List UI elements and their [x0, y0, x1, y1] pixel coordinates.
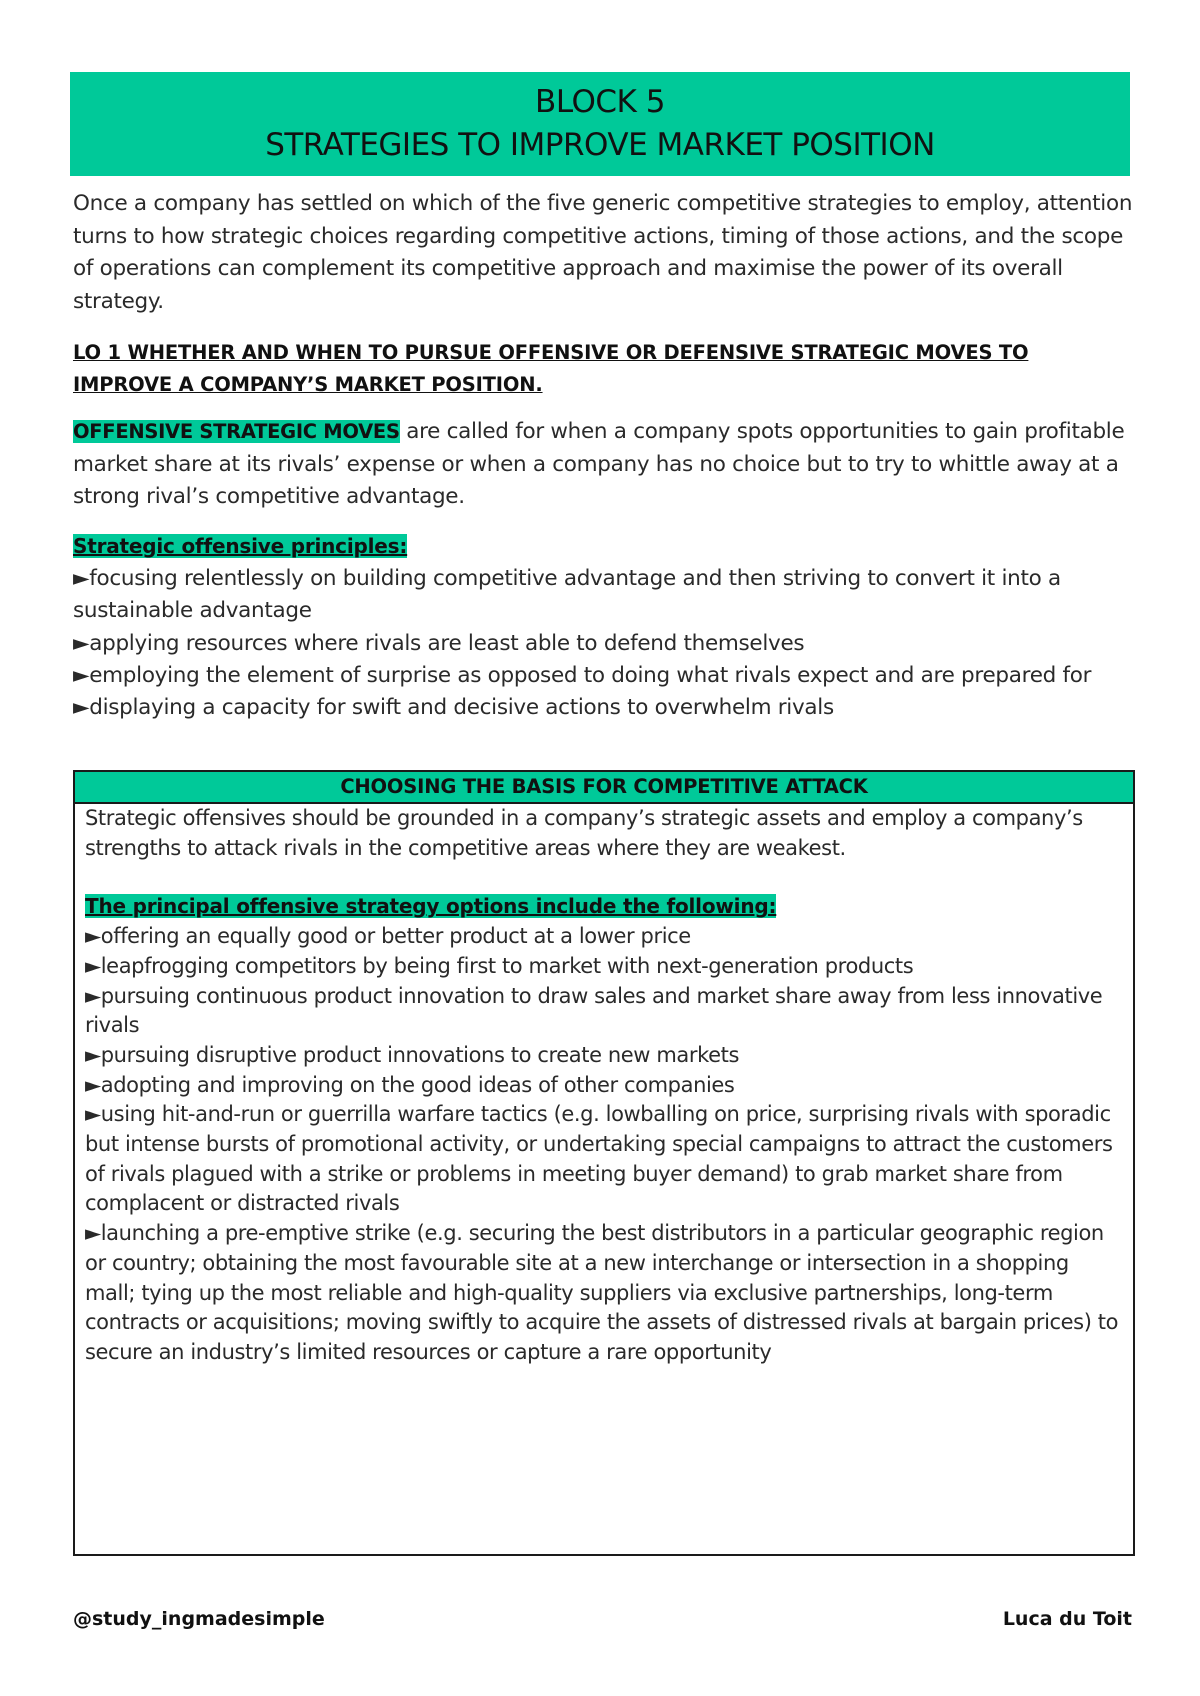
principles-heading: Strategic offensive principles: [73, 534, 408, 558]
principles-list [73, 563, 1133, 724]
intro-paragraph: Once a company has settled on which of the five generic competitive strategies to employ, attention turns to how strategic choices regarding competitive actions, timing of those actions, and the scope of operations can complement its competitive approach and maximise the power of its overall strategy. [73, 191, 1133, 314]
title-banner [70, 72, 1130, 176]
offensive-term: OFFENSIVE STRATEGIC MOVES [73, 420, 400, 443]
footer-handle: @study_ingmadesimple [73, 1608, 325, 1630]
lo1-heading: LO 1 WHETHER AND WHEN TO PURSUE OFFENSIVE OR DEFENSIVE STRATEGIC MOVES TO IMPROVE A COMPANY’S MARKET POSITION. [73, 341, 1029, 396]
list-item: ►launching a pre-emptive strike (e.g. securing the best distributors in a particular geographic region or country; obtaining the most favourable site at a new interchange or intersection in a shopping mall; tying up the most reliable and high-quality suppliers via exclusive partnerships, long-term contracts or acquisitions; moving swiftly to acquire the assets of distressed rivals at bargain prices) to secure an industry’s limited resources or capture a rare opportunity [85, 1221, 1119, 1364]
list-item: ►focusing relentlessly on building competitive advantage and then striving to convert it into a sustainable advantage [73, 566, 1061, 624]
offensive-text: are called for when a company spots opportunities to gain profitable market share at its rivals’ expense or when a company has no choice but to try to whittle away at a strong rival’s competitive advantage. [73, 419, 1125, 510]
list-item: ►adopting and improving on the good ideas of other companies [85, 1072, 735, 1097]
list-item: ►pursuing disruptive product innovations to create new markets [85, 1042, 740, 1067]
offensive-paragraph [73, 416, 1133, 514]
options-list [85, 922, 1123, 1368]
attack-box-body [75, 804, 1133, 1368]
list-item: ►employing the element of surprise as opposed to doing what rivals expect and are prepared for [73, 662, 1092, 688]
list-item: ►offering an equally good or better product at a lower price [85, 924, 691, 949]
competitive-attack-box [73, 770, 1135, 1556]
list-item: ►applying resources where rivals are least able to defend themselves [73, 630, 805, 656]
principles-section [73, 530, 1133, 724]
list-item: ►displaying a capacity for swift and decisive actions to overwhelm rivals [73, 695, 834, 721]
attack-box-title: CHOOSING THE BASIS FOR COMPETITIVE ATTACK [75, 772, 1133, 804]
footer-author: Luca du Toit [1002, 1608, 1132, 1630]
list-item: ►pursuing continuous product innovation to draw sales and market share away from less innovative rivals [85, 983, 1103, 1038]
list-item: ►leapfrogging competitors by being first to market with next-generation products [85, 953, 914, 978]
page-title: STRATEGIES TO IMPROVE MARKET POSITION [265, 127, 935, 163]
block-title: BLOCK 5 [535, 84, 665, 120]
list-item: ►using hit-and-run or guerrilla warfare tactics (e.g. lowballing on price, surprising rivals with sporadic but intense bursts of promotional activity, or undertaking special campaigns to attract the customers of rivals plagued with a strike or problems in meeting buyer demand) to grab market share from complacent or distracted rivals [85, 1102, 1113, 1216]
options-heading: The principal offensive strategy options include the following: [85, 894, 777, 919]
attack-intro: Strategic offensives should be grounded in a company’s strategic assets and employ a company’s strengths to attack rivals in the competitive areas where they are weakest. [85, 806, 1083, 860]
